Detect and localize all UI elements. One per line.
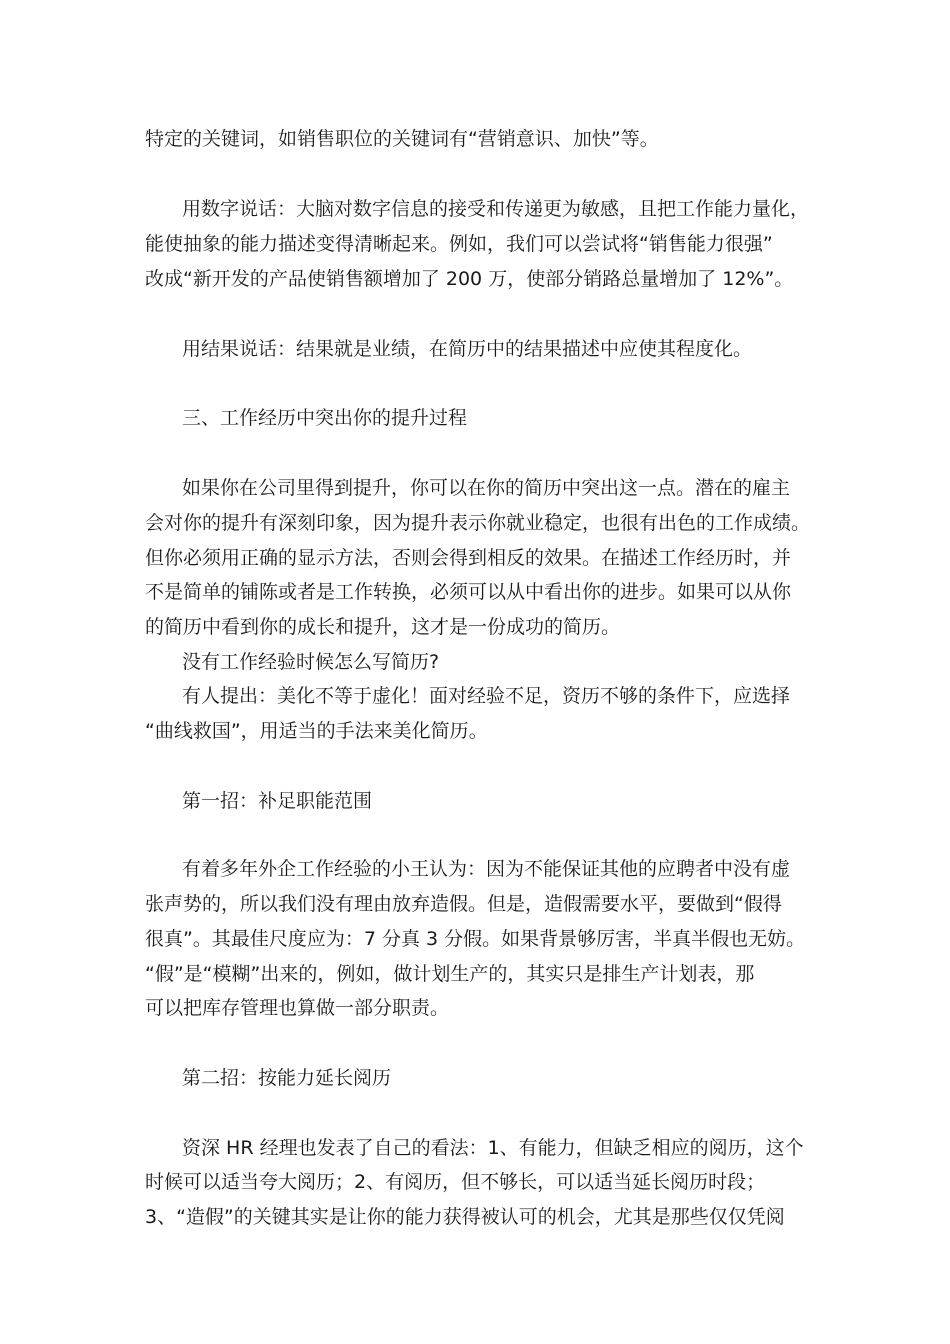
text-line: 张声势的，所以我们没有理由放弃造假。但是，造假需要水平，要做到“假得 bbox=[145, 893, 782, 915]
paragraph-beautify-line-1: 有人提出：美化不等于虚化！面对经验不足，资历不够的条件下，应选择 bbox=[182, 685, 791, 707]
text-line: “曲线救国”，用适当的手法来美化简历。 bbox=[145, 720, 488, 742]
text-line: 会对你的提升有深刻印象，因为提升表示你就业稳定，也很有出色的工作成绩。 bbox=[145, 512, 811, 534]
paragraph-results: 用结果说话：结果就是业绩，在简历中的结果描述中应使其程度化。 bbox=[182, 338, 753, 360]
text-line: 不是简单的铺陈或者是工作转换，必须可以从中看出你的进步。如果可以从你 bbox=[145, 581, 792, 603]
subheading-no-experience: 没有工作经验时候怎么写简历? bbox=[182, 651, 440, 673]
text-line: 改成“新开发的产品使销售额增加了 200 万，使部分销路总量增加了 12%”。 bbox=[145, 268, 794, 290]
paragraph-numbers-line-1: 用数字说话：大脑对数字信息的接受和传递更为敏感，且把工作能力量化， bbox=[182, 198, 810, 220]
section-heading-3: 三、工作经历中突出你的提升过程 bbox=[182, 407, 468, 429]
text-line: “假”是“模糊”出来的，例如，做计划生产的，其实只是排生产计划表，那 bbox=[145, 963, 755, 985]
paragraph-hr-line-1: 资深 HR 经理也发表了自己的看法：1、有能力，但缺乏相应的阅历，这个 bbox=[182, 1137, 804, 1159]
text-line: 3、“造假”的关键其实是让你的能力获得被认可的机会，尤其是那些仅仅凭阅 bbox=[145, 1206, 785, 1228]
text-line: 可以把库存管理也算做一部分职责。 bbox=[145, 997, 450, 1019]
tip-heading-2: 第二招：按能力延长阅历 bbox=[182, 1067, 392, 1089]
paragraph-promotion-line-1: 如果你在公司里得到提升，你可以在你的简历中突出这一点。潜在的雇主 bbox=[182, 477, 791, 499]
tip-heading-1: 第一招：补足职能范围 bbox=[182, 790, 373, 812]
paragraph-xiaowang-line-1: 有着多年外企工作经验的小王认为：因为不能保证其他的应聘者中没有虚 bbox=[182, 858, 791, 880]
text-line: 特定的关键词，如销售职位的关键词有“营销意识、加快”等。 bbox=[145, 128, 659, 150]
text-line: 时候可以适当夸大阅历；2、有阅历，但不够长，可以适当延长阅历时段； bbox=[145, 1171, 766, 1193]
text-line: 很真”。其最佳尺度应为：7 分真 3 分假。如果背景够厉害，半真半假也无妨。 bbox=[145, 928, 806, 950]
text-line: 能使抽象的能力描述变得清晰起来。例如，我们可以尝试将“销售能力很强” bbox=[145, 233, 773, 255]
text-line: 但你必须用正确的显示方法，否则会得到相反的效果。在描述工作经历时，并 bbox=[145, 547, 792, 569]
text-line: 的简历中看到你的成长和提升，这才是一份成功的简历。 bbox=[145, 616, 621, 638]
